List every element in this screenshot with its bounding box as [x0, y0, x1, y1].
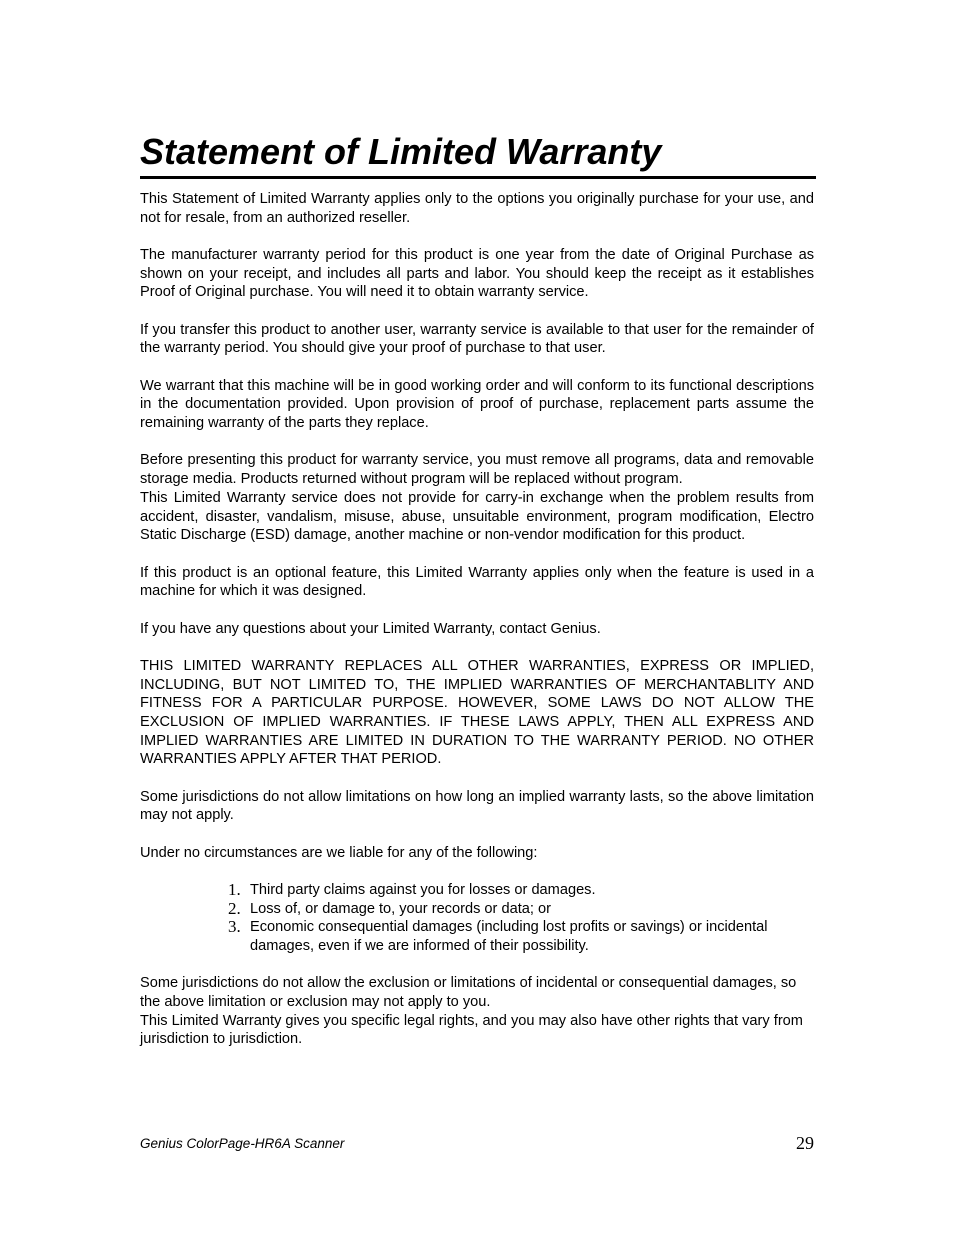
paragraph-questions: If you have any questions about your Limited Warranty, contact Genius.	[140, 620, 601, 637]
paragraph-warranty-period: The manufacturer warranty period for this product is one year from the date of Original Purchase as shown on your receipt, and includes all parts and labor. You should keep the receipt as it establishes Proof of Original purchase. You will need it to obtain warranty service.	[140, 247, 814, 301]
list-item	[228, 900, 814, 919]
paragraph-implied-duration: Some jurisdictions do not allow limitations on how long an implied warranty lasts, so the above limitation may not apply.	[140, 788, 814, 824]
list-item	[228, 881, 814, 900]
paragraph-legal-rights: This Limited Warranty gives you specific legal rights, and you may also have other rights that vary from jurisdiction to jurisdiction.	[140, 1012, 803, 1048]
paragraph-transfer: If you transfer this product to another user, warranty service is available to that user for the remainder of the warranty period. You should give your proof of purchase to that user.	[140, 321, 814, 357]
list-number: 2.	[228, 898, 241, 918]
paragraph-working-order: We warrant that this machine will be in good working order and will conform to its functional descriptions in the documentation provided. Upon provision of proof of purchase, replacement parts assume the remaining warranty of the parts they replace.	[140, 377, 814, 432]
paragraph-before-service: Before presenting this product for warranty service, you must remove all programs, data and removable storage media. Products returned without program will be replaced without program.	[140, 452, 814, 488]
footer-product-name: Genius ColorPage-HR6A Scanner	[140, 1136, 345, 1151]
paragraph-optional-feature: If this product is an optional feature, this Limited Warranty applies only when the feature is used in a machine for which it was designed.	[140, 564, 814, 600]
list-number: 1.	[228, 879, 241, 899]
paragraph-liability-intro: Under no circumstances are we liable for any of the following:	[140, 844, 538, 861]
list-item-text: Third party claims against you for losses or damages.	[250, 881, 596, 898]
list-item-text: Loss of, or damage to, your records or data; or	[250, 900, 551, 917]
paragraph-incidental-damages: Some jurisdictions do not allow the exclusion or limitations of incidental or consequential damages, so the above limitation or exclusion may not apply to you.	[140, 975, 797, 1011]
list-item	[228, 918, 814, 955]
document-body	[140, 190, 814, 1068]
paragraph-exclusions: This Limited Warranty service does not provide for carry-in exchange when the problem results from accident, disaster, vandalism, misuse, abuse, unsuitable environment, program modification, Electro Static Discharge (ESD) damage, another machine or non-vendor modification for this product.	[140, 489, 814, 544]
list-item-text: Economic consequential damages (including lost profits or savings) or incidental damages, even if we are informed of their possibility.	[250, 919, 768, 955]
list-number: 3.	[228, 917, 241, 937]
liability-list	[228, 881, 814, 956]
paragraph-disclaimer: THIS LIMITED WARRANTY REPLACES ALL OTHER WARRANTIES, EXPRESS OR IMPLIED, INCLUDING, BUT NOT LIMITED TO, THE IMPLIED WARRANTIES OF MERCHANTABLITY AND FITNESS FOR A PARTICULAR PURPOSE. HOWEVER, SOME LAWS DO NOT ALLOW THE EXCLUSION OF IMPLIED WARRANTIES. IF THESE LAWS APPLY, THEN ALL EXPRESS AND IMPLIED WARRANTIES ARE LIMITED IN DURATION TO THE WARRANTY PERIOD. NO OTHER WARRANTIES APPLY AFTER THAT PERIOD.	[140, 657, 814, 768]
paragraph-scope: This Statement of Limited Warranty applies only to the options you originally purchase for your use, and not for resale, from an authorized reseller.	[140, 191, 814, 226]
page-number: 29	[796, 1133, 814, 1153]
page-title: Statement of Limited Warranty	[140, 131, 662, 172]
title-rule	[140, 176, 816, 179]
